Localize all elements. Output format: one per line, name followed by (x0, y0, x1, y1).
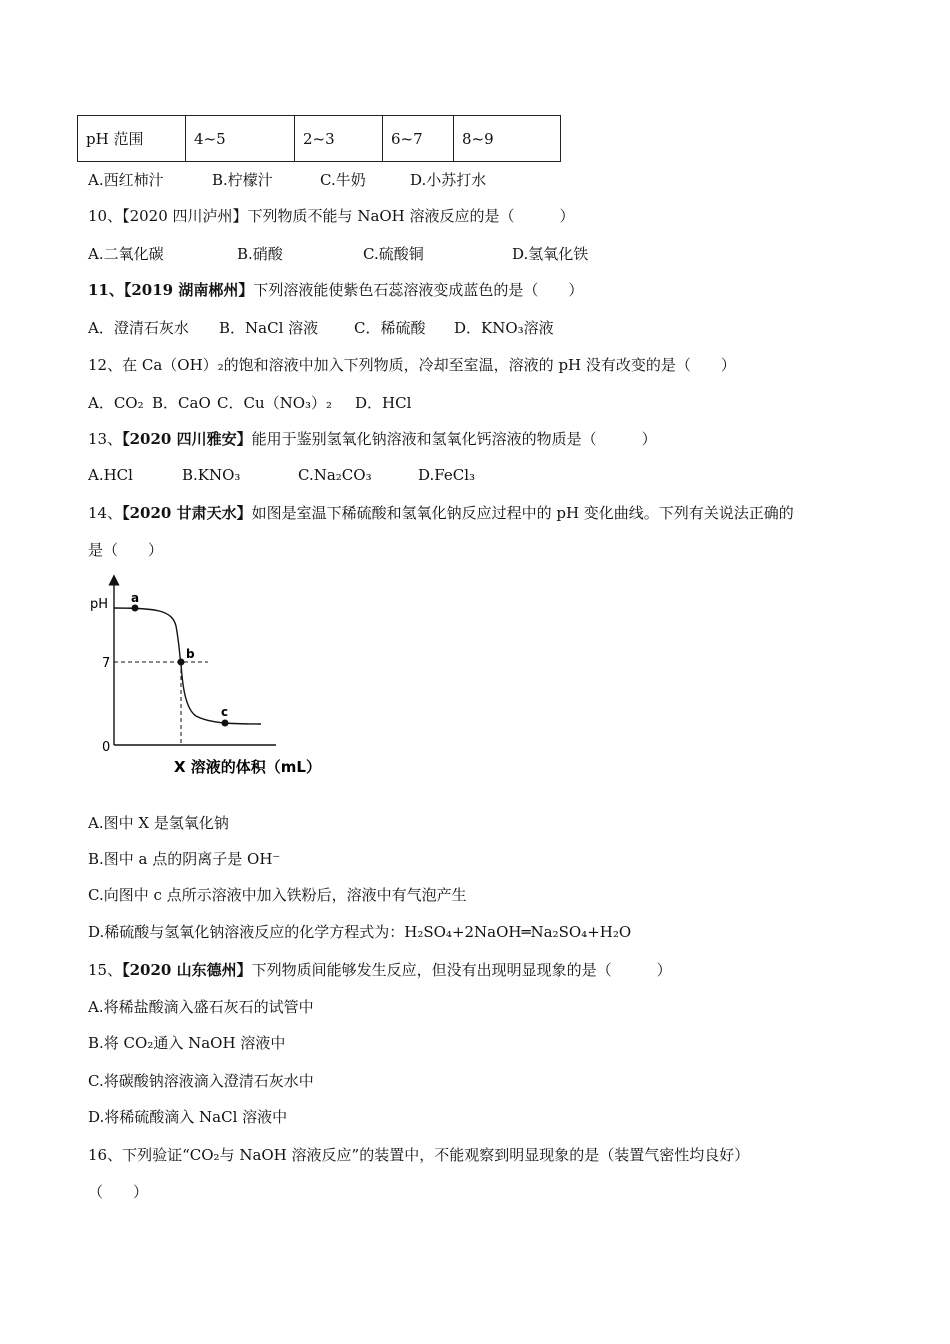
q14-stem-line2: 是（ ） (88, 541, 164, 559)
q10-stem (88, 206, 575, 226)
question-number: 15、 (88, 961, 123, 979)
q12-stem (88, 355, 736, 375)
q16-stem (88, 1145, 749, 1165)
question-number: 16、 (88, 1146, 123, 1164)
q13-option-b: B.KNO₃ (182, 466, 241, 484)
point-label-c: c (221, 705, 229, 719)
q9-option-d: D.小苏打水 (410, 171, 487, 189)
curve-point-a (132, 605, 139, 612)
q16-stem-line2: （ ） (88, 1183, 149, 1201)
q15-option-c: C.将碳酸钠溶液滴入澄清石灰水中 (88, 1072, 314, 1090)
q10-option-c: C.硫酸铜 (363, 245, 424, 263)
q11-option-d: D．KNO₃溶液 (454, 319, 554, 337)
question-source: 【2020 四川泸州】 (122, 207, 248, 225)
question-text: 下列物质间能够发生反应，但没有出现明显现象的是（ ） (251, 961, 672, 979)
q12-option-a: A．CO₂ (88, 394, 144, 412)
q11-option-a: A．澄清石灰水 (88, 319, 189, 337)
question-source: 【2020 山东德州】 (122, 961, 252, 979)
question-source: 【2020 甘肃天水】 (122, 504, 252, 522)
q12-option-d: D．HCl (355, 394, 412, 412)
q13-option-a: A.HCl (88, 466, 133, 484)
q15-option-a: A.将稀盐酸滴入盛石灰石的试管中 (88, 998, 314, 1016)
table-cell: 2~3 (295, 116, 383, 162)
q14-option-d: D.稀硫酸与氢氧化钠溶液反应的化学方程式为：H₂SO₄+2NaOH═Na₂SO₄+H₂O (88, 923, 632, 941)
q13-option-c: C.Na₂CO₃ (298, 466, 372, 484)
ph-curve (114, 608, 261, 724)
question-source: 【2019 湖南郴州】 (123, 281, 254, 299)
question-text: 能用于鉴别氢氧化钠溶液和氢氧化钙溶液的物质是（ ） (251, 430, 657, 448)
table-cell: 8~9 (454, 116, 561, 162)
q10-option-a: A.二氧化碳 (88, 245, 164, 263)
q11-option-b: B．NaCl 溶液 (219, 319, 319, 337)
y-axis-label: pH (90, 597, 109, 612)
q13-option-d: D.FeCl₃ (418, 466, 476, 484)
y-tick-label: 7 (102, 656, 111, 671)
q11-option-c: C．稀硫酸 (354, 319, 426, 337)
point-label-b: b (186, 647, 195, 661)
q14-stem (88, 503, 794, 523)
question-text: 下列溶液能使紫色石蕊溶液变成蓝色的是（ ） (253, 281, 584, 299)
q11-stem (88, 280, 583, 300)
question-number: 14、 (88, 504, 123, 522)
q14-option-a: A.图中 X 是氢氧化钠 (88, 814, 229, 832)
q10-option-b: B.硝酸 (237, 245, 283, 263)
q15-option-b: B.将 CO₂通入 NaOH 溶液中 (88, 1034, 286, 1052)
curve-point-b (178, 659, 185, 666)
ph-curve-chart (86, 568, 376, 784)
q13-stem (88, 429, 657, 449)
question-text: 在 Ca（OH）₂的饱和溶液中加入下列物质，冷却至室温，溶液的 pH 没有改变的是（ ） (122, 356, 736, 374)
question-number: 12、 (88, 356, 123, 374)
table-cell: 6~7 (383, 116, 454, 162)
q10-option-d: D.氢氧化铁 (512, 245, 589, 263)
q12-option-b: B．CaO (152, 394, 211, 412)
y-tick-label: 0 (102, 740, 111, 755)
table-cell: pH 范围 (78, 116, 186, 162)
question-number: 11、 (88, 281, 124, 299)
question-text: 如图是室温下稀硫酸和氢氧化钠反应过程中的 pH 变化曲线。下列有关说法正确的 (251, 504, 794, 522)
q14-option-c: C.向图中 c 点所示溶液中加入铁粉后，溶液中有气泡产生 (88, 886, 467, 904)
q15-option-d: D.将稀硫酸滴入 NaCl 溶液中 (88, 1108, 288, 1126)
question-text: 下列物质不能与 NaOH 溶液反应的是（ ） (247, 207, 575, 225)
question-text: 下列验证“CO₂与 NaOH 溶液反应”的装置中，不能观察到明显现象的是（装置气密性均良好） (122, 1146, 750, 1164)
question-number: 10、 (88, 207, 123, 225)
q9-option-a: A.西红柿汁 (88, 171, 164, 189)
q9-option-b: B.柠檬汁 (212, 171, 273, 189)
ph-range-table (77, 115, 561, 162)
table-cell: 4~5 (186, 116, 295, 162)
question-source: 【2020 四川雅安】 (122, 430, 252, 448)
q14-option-b: B.图中 a 点的阴离子是 OH⁻ (88, 850, 281, 868)
q15-stem (88, 960, 672, 980)
curve-point-c (222, 720, 229, 727)
q12-option-c: C．Cu（NO₃）₂ (217, 394, 333, 412)
q9-option-c: C.牛奶 (320, 171, 366, 189)
question-number: 13、 (88, 430, 123, 448)
x-axis-label: X 溶液的体积（mL） (174, 758, 321, 776)
point-label-a: a (131, 591, 140, 605)
